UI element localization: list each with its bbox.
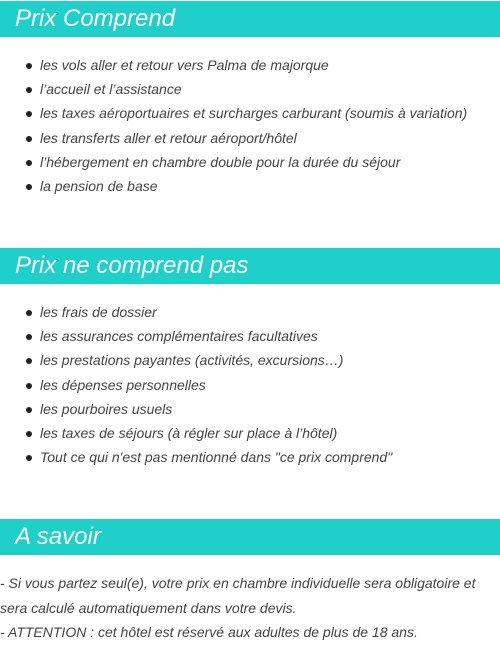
excludes-list bbox=[0, 300, 500, 469]
bullet-dot-icon bbox=[26, 383, 32, 389]
list-item bbox=[0, 77, 500, 101]
section-title-info: A savoir bbox=[0, 519, 500, 555]
list-item-text: les prestations payantes (activités, excursions…) bbox=[40, 352, 344, 369]
list-item-text: les vols aller et retour vers Palma de majorque bbox=[40, 57, 329, 73]
list-item-text: les pourboires usuels bbox=[40, 400, 173, 417]
list-item-text: les taxes de séjours (à régler sur place à l’hôtel) bbox=[40, 424, 338, 441]
bullet-dot-icon bbox=[26, 111, 32, 117]
bullet-dot-icon bbox=[26, 455, 32, 461]
list-item bbox=[0, 373, 500, 397]
list-item bbox=[0, 300, 500, 324]
list-item-text: les dépenses personnelles bbox=[40, 376, 206, 393]
bullet-dot-icon bbox=[26, 334, 32, 340]
list-item bbox=[0, 174, 500, 198]
bullet-dot-icon bbox=[26, 87, 32, 93]
list-item-text: l’hébergement en chambre double pour la durée du séjour bbox=[40, 153, 401, 170]
list-item-text: les taxes aéroportuaires et surcharges carburant (soumis à variation) bbox=[40, 105, 468, 122]
bullet-dot-icon bbox=[26, 431, 32, 437]
list-item bbox=[0, 348, 500, 372]
list-item bbox=[0, 324, 500, 348]
bullet-dot-icon bbox=[26, 160, 32, 166]
bullet-dot-icon bbox=[26, 310, 32, 316]
bullet-dot-icon bbox=[26, 407, 32, 413]
list-item bbox=[0, 53, 500, 77]
info-block bbox=[0, 571, 500, 645]
list-item bbox=[0, 150, 500, 174]
section-title-excludes: Prix ne comprend pas bbox=[0, 248, 500, 284]
bullet-dot-icon bbox=[26, 63, 32, 69]
list-item bbox=[0, 126, 500, 150]
list-item bbox=[0, 445, 500, 469]
list-item-text: les transferts aller et retour aéroport/hôtel bbox=[40, 129, 297, 146]
list-item bbox=[0, 101, 500, 125]
list-item-text: les assurances complémentaires facultatives bbox=[40, 328, 318, 345]
list-item-text: l’accueil et l’assistance bbox=[40, 81, 182, 98]
bullet-dot-icon bbox=[26, 184, 32, 190]
list-item bbox=[0, 421, 500, 445]
info-paragraph: - ATTENTION : cet hôtel est réservé aux adultes de plus de 18 ans. bbox=[0, 624, 418, 640]
list-item bbox=[0, 397, 500, 421]
info-paragraph: - Si vous partez seul(e), votre prix en chambre individuelle sera obligatoire et sera calculé automatiquement dans votre devis. bbox=[0, 575, 476, 616]
bullet-dot-icon bbox=[26, 136, 32, 142]
list-item-text: la pension de base bbox=[40, 177, 158, 194]
list-item-text: les frais de dossier bbox=[40, 304, 157, 320]
section-title-includes: Prix Comprend bbox=[0, 1, 500, 37]
bullet-dot-icon bbox=[26, 358, 32, 364]
list-item-text: Tout ce qui n'est pas mentionné dans "ce prix comprend" bbox=[40, 449, 393, 466]
includes-list bbox=[0, 53, 500, 198]
